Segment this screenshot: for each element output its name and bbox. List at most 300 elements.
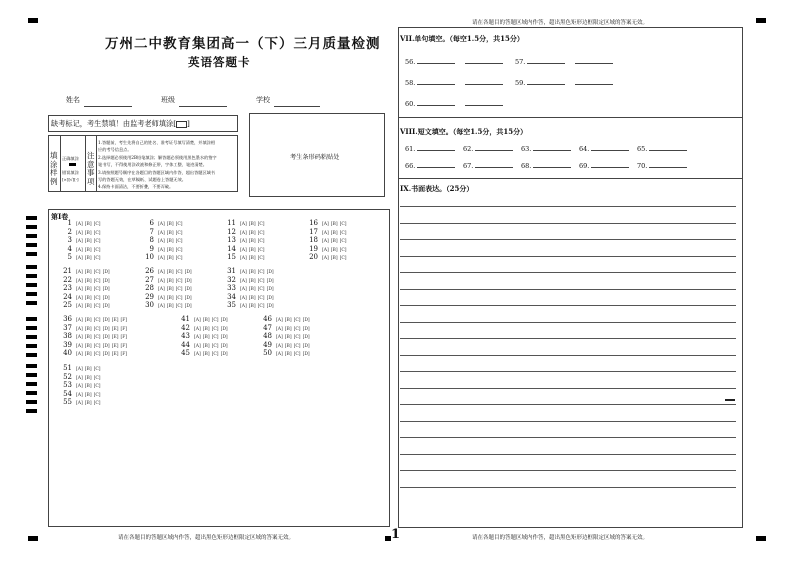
answer-bubble[interactable]: [C] [257,239,265,245]
answer-bubble[interactable]: [C] [257,230,265,236]
answer-blank[interactable] [533,144,571,151]
answer-bubble[interactable]: [C] [93,304,101,310]
answer-bubble[interactable]: [A] [194,326,201,332]
question-number: 32 [227,275,236,284]
answer-bubble[interactable]: [B] [84,375,92,381]
answer-bubble[interactable]: [C] [293,343,301,349]
answer-bubble[interactable]: [B] [166,295,174,301]
answer-bubble[interactable]: [A] [276,352,283,358]
answer-bubble[interactable]: [E] [111,335,119,341]
answer-bubble[interactable]: [A] [158,247,165,253]
answer-bubble[interactable]: [C] [257,295,265,301]
answer-blank[interactable] [465,57,503,64]
answer-bubble[interactable]: [C] [175,256,183,262]
answer-blank[interactable] [417,99,455,106]
answer-bubble[interactable]: [A] [76,367,83,372]
answer-bubble[interactable]: [C] [339,230,347,236]
question-number: 23 [63,284,72,293]
absent-checkbox[interactable] [176,121,187,128]
answer-bubble[interactable]: [F] [120,318,128,323]
answer-bubble[interactable]: [A] [276,335,283,341]
answer-bubble[interactable]: [C] [175,304,183,310]
answer-bubble[interactable]: [A] [76,287,83,293]
answer-bubble[interactable]: [C] [211,352,219,358]
answer-bubble[interactable]: [B] [166,222,174,227]
correct-label: 正确填涂 [62,156,79,161]
writing-line[interactable] [400,470,736,471]
answer-bubble[interactable]: [C] [293,326,301,332]
answer-bubble[interactable]: [C] [293,318,301,323]
answer-bubble[interactable]: [A] [240,256,247,262]
question-number: 52 [63,372,72,381]
class-line[interactable] [179,106,227,107]
answer-blank[interactable] [591,161,629,168]
answer-bubble[interactable]: [C] [339,239,347,245]
blank-item [637,161,687,170]
answer-bubble[interactable]: [C] [93,318,101,323]
answer-bubble[interactable]: [D] [302,352,310,358]
answer-blank[interactable] [649,161,687,168]
answer-bubble[interactable]: [B] [284,352,292,358]
answer-bubble[interactable]: [C] [293,352,301,358]
answer-bubble[interactable]: [B] [166,256,174,262]
answer-bubble[interactable]: [C] [175,230,183,236]
answer-bubble[interactable]: [C] [93,256,101,262]
answer-bubble[interactable]: [A] [76,270,83,275]
answer-bubble[interactable]: [D] [266,295,274,301]
answer-bubble[interactable]: [C] [257,256,265,262]
answer-bubble[interactable]: [C] [257,270,265,275]
answer-bubble[interactable]: [B] [284,335,292,341]
answer-bubble[interactable]: [D] [102,287,110,293]
answer-bubble[interactable]: [A] [276,318,283,323]
answer-bubble[interactable]: [B] [284,343,292,349]
answer-bubble[interactable]: [B] [330,256,338,262]
answer-bubble[interactable]: [C] [175,295,183,301]
answer-bubble[interactable]: [D] [220,343,228,349]
answer-bubble[interactable]: [A] [240,247,247,253]
answer-bubble[interactable]: [B] [248,295,256,301]
answer-bubble[interactable]: [C] [93,401,101,407]
answer-bubble[interactable]: [B] [84,304,92,310]
answer-bubble[interactable]: [A] [76,392,83,398]
answer-bubble[interactable]: [A] [158,239,165,245]
answer-bubble[interactable]: [B] [248,247,256,253]
answer-bubble[interactable]: [C] [257,287,265,293]
school-line[interactable] [274,106,320,107]
question-row [60,284,112,292]
answer-bubble[interactable]: [A] [322,230,329,236]
answer-bubble[interactable]: [A] [240,222,247,227]
answer-bubble[interactable]: [C] [93,295,101,301]
answer-blank[interactable] [475,144,513,151]
answer-bubble[interactable]: [B] [202,335,210,341]
answer-bubble[interactable]: [A] [76,352,83,358]
answer-bubble[interactable]: [D] [302,343,310,349]
writing-line[interactable] [400,338,736,339]
timing-mark [26,274,37,278]
answer-bubble[interactable]: [C] [93,384,101,390]
answer-bubble[interactable]: [B] [330,247,338,253]
answer-bubble[interactable]: [B] [84,343,92,349]
answer-bubble[interactable]: [B] [248,287,256,293]
answer-bubble[interactable]: [C] [257,247,265,253]
answer-bubble[interactable]: [B] [248,230,256,236]
answer-bubble[interactable]: [B] [84,392,92,398]
answer-bubble[interactable]: [D] [102,270,110,275]
question-number: 24 [63,292,72,301]
answer-bubble[interactable]: [D] [266,304,274,310]
answer-bubble[interactable]: [C] [93,343,101,349]
answer-bubble[interactable]: [B] [84,295,92,301]
question-row [60,236,103,244]
question-row [260,315,312,323]
answer-bubble[interactable]: [B] [84,239,92,245]
answer-bubble[interactable]: [C] [175,270,183,275]
writing-line[interactable] [400,223,736,224]
answer-bubble[interactable]: [D] [220,352,228,358]
answer-bubble[interactable]: [B] [248,278,256,284]
answer-bubble[interactable]: [A] [240,239,247,245]
answer-blank[interactable] [533,161,571,168]
question-number: 10 [145,253,154,262]
answer-bubble[interactable]: [B] [166,247,174,253]
answer-bubble[interactable]: [E] [111,343,119,349]
answer-bubble[interactable]: [C] [93,278,101,284]
answer-bubble[interactable]: [D] [102,318,110,323]
answer-bubble[interactable]: [C] [339,222,347,227]
answer-bubble[interactable]: [B] [84,222,92,227]
answer-bubble[interactable]: [B] [248,270,256,275]
answer-bubble[interactable]: [C] [211,335,219,341]
answer-bubble[interactable]: [B] [284,326,292,332]
writing-line[interactable] [400,454,736,455]
answer-bubble[interactable]: [C] [93,230,101,236]
answer-bubble[interactable]: [C] [175,239,183,245]
notes-text: 1.答题前，考生先将自己的姓名、准考证号填写清楚，并填涂相 应的考号信息点。 2.选择题必须使用2B铅笔填涂；解答题必须使用黑色墨水的签字 笔书写，不得使用涂改液和修正带，字体工整、笔迹清楚。 3.请按照题号顺序在各题目的答题区域内作答，超出答题区域书 写的答题无效，在草稿纸、试题卷上答题无效。 4.保持卡面清洁，不要折叠，不要弄破。 [98,140,217,190]
answer-bubble[interactable]: [C] [93,239,101,245]
absent-text: 缺考标记，考生禁填！由监考老师填涂[ ] [51,119,190,128]
answer-bubble[interactable]: [B] [202,318,210,323]
question-number: 22 [63,275,72,284]
blank-number: 67. [463,162,474,170]
timing-mark [26,400,37,404]
answer-bubble[interactable]: [A] [240,278,247,284]
answer-blank[interactable] [527,78,565,85]
writing-line[interactable] [400,305,736,306]
answer-bubble[interactable]: [B] [166,239,174,245]
answer-blank[interactable] [417,78,455,85]
answer-bubble[interactable]: [C] [93,247,101,253]
answer-bubble[interactable]: [C] [211,326,219,332]
answer-bubble[interactable]: [A] [322,247,329,253]
question-number: 38 [63,332,72,341]
question-row [142,267,194,275]
answer-bubble[interactable]: [E] [111,352,119,358]
answer-bubble[interactable]: [C] [93,367,101,372]
answer-bubble[interactable]: [A] [76,247,83,253]
answer-bubble[interactable]: [D] [302,335,310,341]
answer-bubble[interactable]: [A] [76,343,83,349]
answer-bubble[interactable]: [A] [76,239,83,245]
answer-bubble[interactable]: [A] [158,230,165,236]
answer-bubble[interactable]: [B] [84,287,92,293]
answer-bubble[interactable]: [D] [184,278,192,284]
question-row [224,236,267,244]
answer-bubble[interactable]: [C] [93,375,101,381]
answer-bubble[interactable]: [B] [84,384,92,390]
answer-bubble[interactable]: [B] [84,352,92,358]
answer-bubble[interactable]: [C] [339,256,347,262]
writing-line[interactable] [400,371,736,372]
answer-bubble[interactable]: [F] [120,343,128,349]
question-row [142,293,194,301]
answer-bubble[interactable]: [B] [166,278,174,284]
question-row [178,315,230,323]
answer-bubble[interactable]: [C] [93,270,101,275]
name-line[interactable] [84,106,132,107]
answer-bubble[interactable]: [A] [240,287,247,293]
answer-bubble[interactable]: [B] [84,326,92,332]
answer-bubble[interactable]: [A] [158,270,165,275]
answer-bubble[interactable]: [E] [111,318,119,323]
answer-bubble[interactable]: [A] [276,343,283,349]
answer-bubble[interactable]: [A] [322,256,329,262]
answer-bubble[interactable]: [C] [93,335,101,341]
question-row [306,219,349,227]
answer-blank[interactable] [575,78,613,85]
answer-bubble[interactable]: [B] [202,343,210,349]
answer-blank[interactable] [465,99,503,106]
answer-bubble[interactable]: [B] [248,256,256,262]
answer-bubble[interactable]: [B] [248,304,256,310]
blank-number: 60. [405,100,416,108]
timing-mark [26,409,37,413]
writing-line[interactable] [400,355,736,356]
answer-bubble[interactable]: [E] [111,326,119,332]
answer-bubble[interactable]: [C] [93,222,101,227]
answer-bubble[interactable]: [A] [158,295,165,301]
answer-bubble[interactable]: [A] [76,278,83,284]
answer-bubble[interactable]: [B] [84,335,92,341]
answer-blank[interactable] [417,57,455,64]
question-row [60,276,112,284]
answer-blank[interactable] [575,57,613,64]
answer-bubble[interactable]: [D] [302,326,310,332]
answer-bubble[interactable]: [D] [102,343,110,349]
answer-bubble[interactable]: [C] [175,222,183,227]
answer-bubble[interactable]: [D] [102,295,110,301]
answer-bubble[interactable]: [D] [220,335,228,341]
answer-bubble[interactable]: [A] [194,343,201,349]
answer-bubble[interactable]: [D] [184,304,192,310]
answer-bubble[interactable]: [C] [93,352,101,358]
answer-bubble[interactable]: [C] [211,343,219,349]
answer-bubble[interactable]: [B] [84,247,92,253]
answer-bubble[interactable]: [C] [257,304,265,310]
question-number: 28 [145,284,154,293]
answer-bubble[interactable]: [B] [84,401,92,407]
answer-bubble[interactable]: [B] [248,222,256,227]
writing-line[interactable] [400,239,736,240]
timing-mark [26,344,37,348]
question-number: 21 [63,267,72,275]
answer-bubble[interactable]: [A] [240,304,247,310]
answer-bubble[interactable]: [A] [158,287,165,293]
answer-bubble[interactable]: [A] [76,256,83,262]
answer-bubble[interactable]: [D] [266,278,274,284]
question-number: 45 [181,349,190,358]
writing-line[interactable] [400,487,736,488]
answer-bubble[interactable]: [A] [240,295,247,301]
answer-bubble[interactable]: [C] [93,392,101,398]
answer-bubble[interactable]: [A] [76,295,83,301]
blank-number: 70. [637,162,648,170]
answer-bubble[interactable]: [D] [102,352,110,358]
question-number: 30 [145,301,154,310]
answer-bubble[interactable]: [A] [158,256,165,262]
answer-bubble[interactable]: [A] [276,326,283,332]
answer-bubble[interactable]: [A] [158,304,165,310]
question-number: 47 [263,323,272,332]
answer-bubble[interactable]: [B] [166,287,174,293]
answer-bubble[interactable]: [A] [158,222,165,227]
question-number: 14 [227,244,236,253]
answer-bubble[interactable]: [A] [194,318,201,323]
answer-bubble[interactable]: [D] [220,318,228,323]
answer-bubble[interactable]: [B] [84,256,92,262]
answer-bubble[interactable]: [A] [76,318,83,323]
answer-bubble[interactable]: [A] [322,239,329,245]
answer-bubble[interactable]: [D] [102,278,110,284]
answer-bubble[interactable]: [B] [84,278,92,284]
answer-bubble[interactable]: [A] [194,335,201,341]
answer-bubble[interactable]: [D] [102,304,110,310]
answer-bubble[interactable]: [F] [120,352,128,358]
answer-bubble[interactable]: [B] [84,318,92,323]
question-row [142,245,185,253]
answer-bubble[interactable]: [B] [330,230,338,236]
answer-bubble[interactable]: [B] [284,318,292,323]
sample-label: 填涂样例 [50,151,58,186]
answer-bubble[interactable]: [B] [166,270,174,275]
answer-bubble[interactable]: [C] [175,247,183,253]
answer-bubble[interactable]: [C] [339,247,347,253]
answer-bubble[interactable]: [B] [166,304,174,310]
answer-bubble[interactable]: [D] [220,326,228,332]
section-7-title: VII.单句填空。（每空1.5分，共15分） [400,34,524,43]
writing-line[interactable] [400,272,736,273]
timing-mark [26,373,37,377]
answer-bubble[interactable]: [C] [293,335,301,341]
answer-bubble[interactable]: [D] [184,287,192,293]
writing-line[interactable] [400,206,736,207]
answer-blank[interactable] [649,144,687,151]
answer-bubble[interactable]: [D] [102,326,110,332]
question-number: 29 [145,292,154,301]
writing-line[interactable] [400,322,736,323]
answer-bubble[interactable]: [C] [257,278,265,284]
answer-bubble[interactable]: [B] [202,352,210,358]
blank-item [405,57,503,66]
answer-bubble[interactable]: [A] [240,230,247,236]
writing-line[interactable] [400,289,736,290]
answer-bubble[interactable]: [D] [266,270,274,275]
answer-bubble[interactable]: [A] [76,384,83,390]
answer-bubble[interactable]: [B] [84,270,92,275]
answer-bubble[interactable]: [A] [158,278,165,284]
answer-blank[interactable] [417,144,455,151]
question-number: 18 [309,236,318,245]
answer-bubble[interactable]: [B] [84,367,92,372]
answer-blank[interactable] [465,78,503,85]
answer-bubble[interactable]: [B] [166,230,174,236]
writing-line[interactable] [400,437,736,438]
question-row [60,315,129,323]
answer-bubble[interactable]: [C] [211,318,219,323]
answer-bubble[interactable]: [A] [76,222,83,227]
answer-bubble[interactable]: [D] [266,287,274,293]
answer-blank[interactable] [591,144,629,151]
answer-bubble[interactable]: [C] [257,222,265,227]
answer-bubble[interactable]: [B] [84,230,92,236]
answer-bubble[interactable]: [D] [184,295,192,301]
writing-line[interactable] [400,421,736,422]
question-row [60,245,103,253]
answer-bubble[interactable]: [A] [322,222,329,227]
question-number: 42 [181,323,190,332]
writing-line[interactable] [400,388,736,389]
answer-bubble[interactable]: [C] [175,287,183,293]
question-row [60,398,103,406]
question-row [260,349,312,357]
timing-mark [26,216,37,220]
answer-bubble[interactable]: [A] [76,401,83,407]
question-row [224,253,267,261]
answer-bubble[interactable]: [A] [76,375,83,381]
answer-bubble[interactable]: [A] [76,230,83,236]
question-number: 39 [63,340,72,349]
answer-bubble[interactable]: [B] [330,222,338,227]
blank-item [405,161,455,170]
writing-line[interactable] [400,404,736,405]
answer-bubble[interactable]: [C] [175,278,183,284]
question-number: 48 [263,332,272,341]
answer-bubble[interactable]: [B] [202,326,210,332]
answer-bubble[interactable]: [A] [76,326,83,332]
timing-mark [26,317,37,321]
answer-bubble[interactable]: [B] [330,239,338,245]
answer-bubble[interactable]: [D] [302,318,310,323]
answer-bubble[interactable]: [F] [120,326,128,332]
answer-bubble[interactable]: [F] [120,335,128,341]
answer-bubble[interactable]: [D] [102,335,110,341]
answer-blank[interactable] [417,161,455,168]
answer-bubble[interactable]: [A] [194,352,201,358]
answer-blank[interactable] [527,57,565,64]
answer-blank[interactable] [475,161,513,168]
answer-bubble[interactable]: [A] [240,270,247,275]
answer-bubble[interactable]: [C] [93,287,101,293]
answer-bubble[interactable]: [C] [93,326,101,332]
writing-line[interactable] [400,256,736,257]
question-number: 51 [63,364,72,372]
answer-bubble[interactable]: [D] [184,270,192,275]
answer-bubble[interactable]: [A] [76,335,83,341]
answer-bubble[interactable]: [A] [76,304,83,310]
question-number: 19 [309,244,318,253]
answer-bubble[interactable]: [B] [248,239,256,245]
